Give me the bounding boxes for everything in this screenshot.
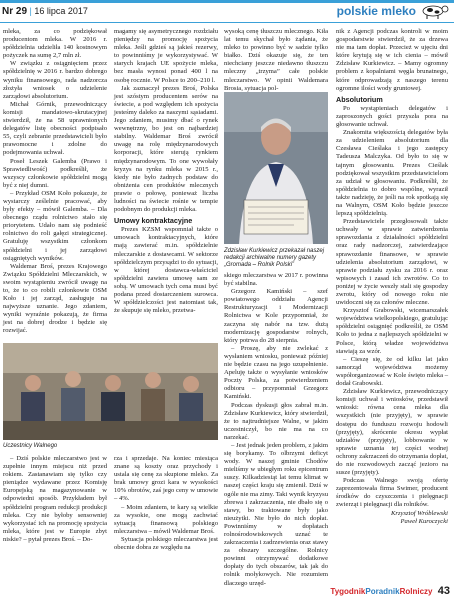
paragraph: Znakomita większością delegatów była za udzieleniem absolutorium dla Czesława Cieślaka i jego zastępcy Tadeusza Malczyka. Od było to się w tajnym głosowaniu. Prezes Cieślak podziękował wszystkim przedstawicielom za udział w głosowaniu. Podkreślił, że spółdzielnia to dobro wspólne, wyraził także nadzieję, że jeśli na rok spotkają się na Walnym, OSM Koło będzie jeszcze lepszą spółdzielnią. — [336, 129, 448, 218]
paragraph: nik z Agencji podczas kontroli w moim gospodarstwie stwierdził, że za drzewa nie ma tam dopłat. Przecież w ujęciu dni które krytują się w ich cienia – mówił Zdzisław Kurkiewicz. – Mamy ogromny problem z kopalniami węgla brunatnego, które odprowadzają z naszego terenu ogromne ilości wody gruntowej. — [336, 28, 448, 92]
issue-info: Nr 29 | 16 lipca 2017 — [2, 6, 88, 17]
paragraph: skiego mleczarstwa w 2017 r. powinna być stabilna. — [224, 272, 328, 288]
paragraph: wysoką cenę tłuszczu mlecznego. Kiła lat temu skychał było żądania, że mleko to powinno być w sadzie tylko białko. Dziś okazuje się, że ten niechciany jeszcze niedawno tłuszczu mleczny „trzyma” całe polskie mleczarstwo. W opinii Waldemara Brosia, sytuacja pol- — [224, 28, 328, 92]
paragraph: W związku z osiągnięciem przez spółdzielnię w 2016 r. bardzo dobrego wyniku finansowego, rada nadzorcza złożyła wniosek o udzielenie zarządowi absolutorium. — [3, 60, 107, 100]
paragraph: Zdzisław Kurkiewicz, przewodniczący komisji uchwał i wniosków, przedstawił wnioski: równa cena mleka dla wszystkich (nie przyjęty), w sprawie dostępu do funduszu rozwoju hodowli (przyjęty), skrócenie okresu wypłat udziałów (przyjęty), lobbowanie w sprawie uznania tej części wodnej ochrony zakrzaczeń do otrzymania dopłat, do nie rozwodowych zacząć jezioro na susze (przyjęty). — [336, 388, 448, 477]
photo-caption: Uczestnicy Walnego — [3, 443, 58, 449]
article-bottom-column-2 — [114, 455, 218, 577]
author-signature: Krzysztof Wróblewski — [391, 509, 448, 517]
subheading: Absolutorium — [336, 94, 383, 104]
paragraph: Poseł Leszek Galemba (Prawo i Sprawiedliwość) podkreślił, że wszyscy członkowie spółdzielni mogą być z niej dumni. — [3, 157, 107, 189]
paragraph: – Dziś polskie mleczarstwo jest w zupełnie innym miejscu niż przed rokiem. Zastanawiam się tylko czy pieniądze wydawane przez Komisję Europejską na magazynowanie w odpowiedni sposób. Przykładem był spółdzielni program redukcji produkcji mleka. Czy nie byłoby sensowniej wykorzystać ich na promocję spożycia mleka, które jest w Europie zbyt niskie? – pytał prezes Broś. – Do- — [3, 455, 107, 543]
issue-number: Nr 29 — [2, 6, 28, 17]
paragraph: Podczas dyskusji głos zabrał m.in. Zdzisław Kurkiewicz, który stwierdził, że to najtrudniejsze Walne, w jakim uczestniczył, bo nie ma na co narzekać. — [224, 401, 328, 441]
paragraph: Grzegorz Kamiński – szef powiatowego oddziału Agencji Restrukturyzacji i Modernizacji Rolnictwa w Kole przypomniał, że zaczyna się nabór na tzw. dużą modernizację gospodarstw rolnych, który potrwa do 28 sierpnia. — [224, 288, 328, 344]
header-rule — [0, 22, 454, 23]
paragraph: mleka, za co podziękował producentom mleka. W 2016 r. spółdzielnia udzieliła 140 kostnowym pożyczek na sumę 2,7 mln zł. — [3, 28, 107, 60]
paragraph: Waldemar Broś, prezes Krajowego Związku Spółdzielni Mleczarskich, w swoim wystąpieniu zwrócił uwagę na to, że to co robili członkowie OSM Koło i jej zarząd, zasługuje na najwyższe uznanie. Jego zdaniem, wyniki wyraźnie pokazują, że firma jest na dobrej drodze i będzie się rozwijać. — [3, 262, 107, 335]
subheading: Umowy kontraktacyjne — [114, 216, 193, 226]
paragraph: Sytuacja polskiego mleczarstwa jest obecnie dobra ze względu na — [114, 535, 218, 552]
paragraph: – Moim zdaniem, te kary są wielkie za wysokie, one mogą zachwiać sytuacją finansową polskiego mleczarstwa – mówił Waldemar Broś. — [114, 503, 218, 535]
paragraph: Przedstawiciele przegłosowali także uchwały w sprawie zatwierdzenia sprawozdania z działalności spółdzielni oraz rady nadzorczej, zatwierdzające sprawozdanie finansowe, w sprawie udzielenia absolutorium zarządowi, w sprawie podziału zysku za 2016 r. oraz wpisowych i zasad ich zwrotów. Co to poniżej w życie weszły stali się gospodzy zwrotu, który od nowego roku nie uwidoczni się za członów mleczne. — [336, 218, 448, 307]
portrait-photo — [224, 92, 328, 244]
article-bottom-column-1 — [3, 455, 107, 577]
paragraph: Podczas Walnego swoją ofertę zaprezentowała firma Swimer, producent środków do czyszczenia i pielęgnacji zwierząt i pielęgnacji dla rolników. — [336, 477, 448, 509]
article-column-3-bottom — [224, 272, 328, 587]
section-title: polskie mleko — [336, 4, 416, 18]
group-photo — [3, 343, 218, 440]
paragraph: – Przykład OSM Koło pokazuje, że wystarczy ześlelnie pracować, aby były efekty – mówił Galemba. – Dla obecnego rządu rolnictwo stało się priorytetem. Udało nam się podnieść rolnictwo do roli gałęzi strategicznej. Gratuluję wszystkim członkom spółdzielni i jej zarządowi osiągniętych wyników. — [3, 189, 107, 262]
cow-logo-icon — [418, 2, 450, 20]
photo-caption: Zdzisław Kurkiewicz przekazał naszej redakcji archiwalne numery gazety „Gromada – Rolnik Polski” — [224, 248, 325, 269]
footer-brand: Poradnik — [365, 587, 400, 596]
paragraph: magamy się asymetrycznego rozdziału pieniędzy na promocję spożycia mleka. Jeśli gdzieś są jakieś rezerwy, to powinniśmy je wykorzystywać. W starych krajach UE spożycie mleka, bez masła wynosi ponad 400 l na osobę rocznie. W Polsce to 200–210 l. — [114, 28, 218, 84]
paragraph: rza i sprzedaje. Na koniec miesiąca znane są koszty oraz przychody i ustala się cenę za skupione mleko. Za brak umowy grozi kara w wysokości 10% obrotów, zaś jego ceny w umowie – 4%. — [114, 455, 218, 503]
article-column-4 — [336, 28, 448, 577]
paragraph: Prezes KZSM wspomniał także o umowach kontraktacyjnych, które mają zawierać m.in. spółdzielnie mleczarskie z dostawcami. W sektorze spółdzielczym przysądzi to do sytuacji, w której dostawca-właściciel spółdzielni zawiera umowę sam ze sobą. W umowach tych cena musi być podana przed dostarczeniem surowca. W spółdzielczości jest natomiast tak, że skupuje się mleko, przetwa- — [114, 226, 218, 315]
paragraph: – Proszę, aby nie zwlekać z wysłaniem wniosku, ponieważ później nie będzie czasu na jego uzupełnienie. Apeluję także o wysyłanie wniosków Poczty Polska, za potwierdzeniem odbioru – przypomniał Grzegorz Kamiński. — [224, 344, 328, 401]
article-column-1 — [3, 28, 107, 341]
paragraph: Krzysztof Grabowski, wicemarszałek województwa wielkopolskiego, gratulując spółdzielni osiągnięć podkreślił, że OSM Koło to jedna z najlepszych spółdzielni w Polsce, którą władze województwa stawiają za wzór. — [336, 307, 448, 355]
footer-brand: Rolniczy — [399, 587, 433, 596]
paragraph: Po wystąpieniach delegatów i zaproszonych gości przyszła pora na głosowanie uchwał. — [336, 104, 448, 129]
issue-date: 16 lipca 2017 — [34, 6, 88, 16]
paragraph: Jak zaznaczył prezes Broś, Polska jest szóstym producentem serów na świecie, a pod względem ich spożycia jesteśmy daleko za naszymi sąsiadami. Jego zdaniem, musimy dbać o rynek wewnętrzny, bo jest on najbardziej stabilny. Waldemar Broś zwrócił uwagę na rolę międzynarodowych korporacji, które sterują rynkiem międzynarodowym. To one wywołały kryzys na rynku mleka w 2015 r., kiedy nie było żadnych podstaw do obniżenia cen produktów mlecznych prawie o połowę, ponieważ liczba ludności na świecie rośnie w tempie podobnym do produkcji mleka. — [114, 84, 218, 214]
top-rule — [0, 0, 454, 3]
paragraph: – Cieszę się, że od kilku lat jako samorząd województwa możemy współorganizować w Kole święto mleka – dodał Grabowski. — [336, 355, 448, 388]
page-footer — [330, 585, 450, 597]
article-column-2 — [114, 28, 218, 341]
paragraph: – Jest jednak jeden problem, z jakim się borykamy. To olbrzymi deficyt wody. W naszej gminie Chodów mieliśmy w ubiegłym roku epicentrum suszy. Kilkadziesiąt lat temu klimat w naszej części kraju się zmienił. Dziś w ogóle nie ma zimy. Taki wynik kryzysu zbrewa i zakrzaczenia, nie dbało się o stawy, bo traktowane były jako nieużytki. Nie było do nich dopłat. Powinniśmy w dopłatach rolnośrodowiskowych uznać te zakrzaczenia i zadrzewienia oraz stawy za obszary szczególne. Rolnicy powinni otrzymywać dodatkowe dopłaty do tych obszarów, tak jak do rolnik mołykowych. Nie rozumiem dlaczego urzęd- — [224, 441, 328, 587]
paragraph: Michał Górnik, przewodniczący komisji mandatowo-skrutacyjnej stwierdził, że na 58 uprawnionych delegatów listę obecności podpisało 55, czyli zebranie przedstawicieli było prawomocne i zdolne do podejmowania uchwał. — [3, 100, 107, 157]
author-signature: Paweł Kuroczycki — [400, 517, 448, 525]
article-column-3-top — [224, 28, 328, 92]
page-number: 43 — [437, 585, 450, 597]
footer-brand: Tygodnik — [330, 587, 366, 596]
